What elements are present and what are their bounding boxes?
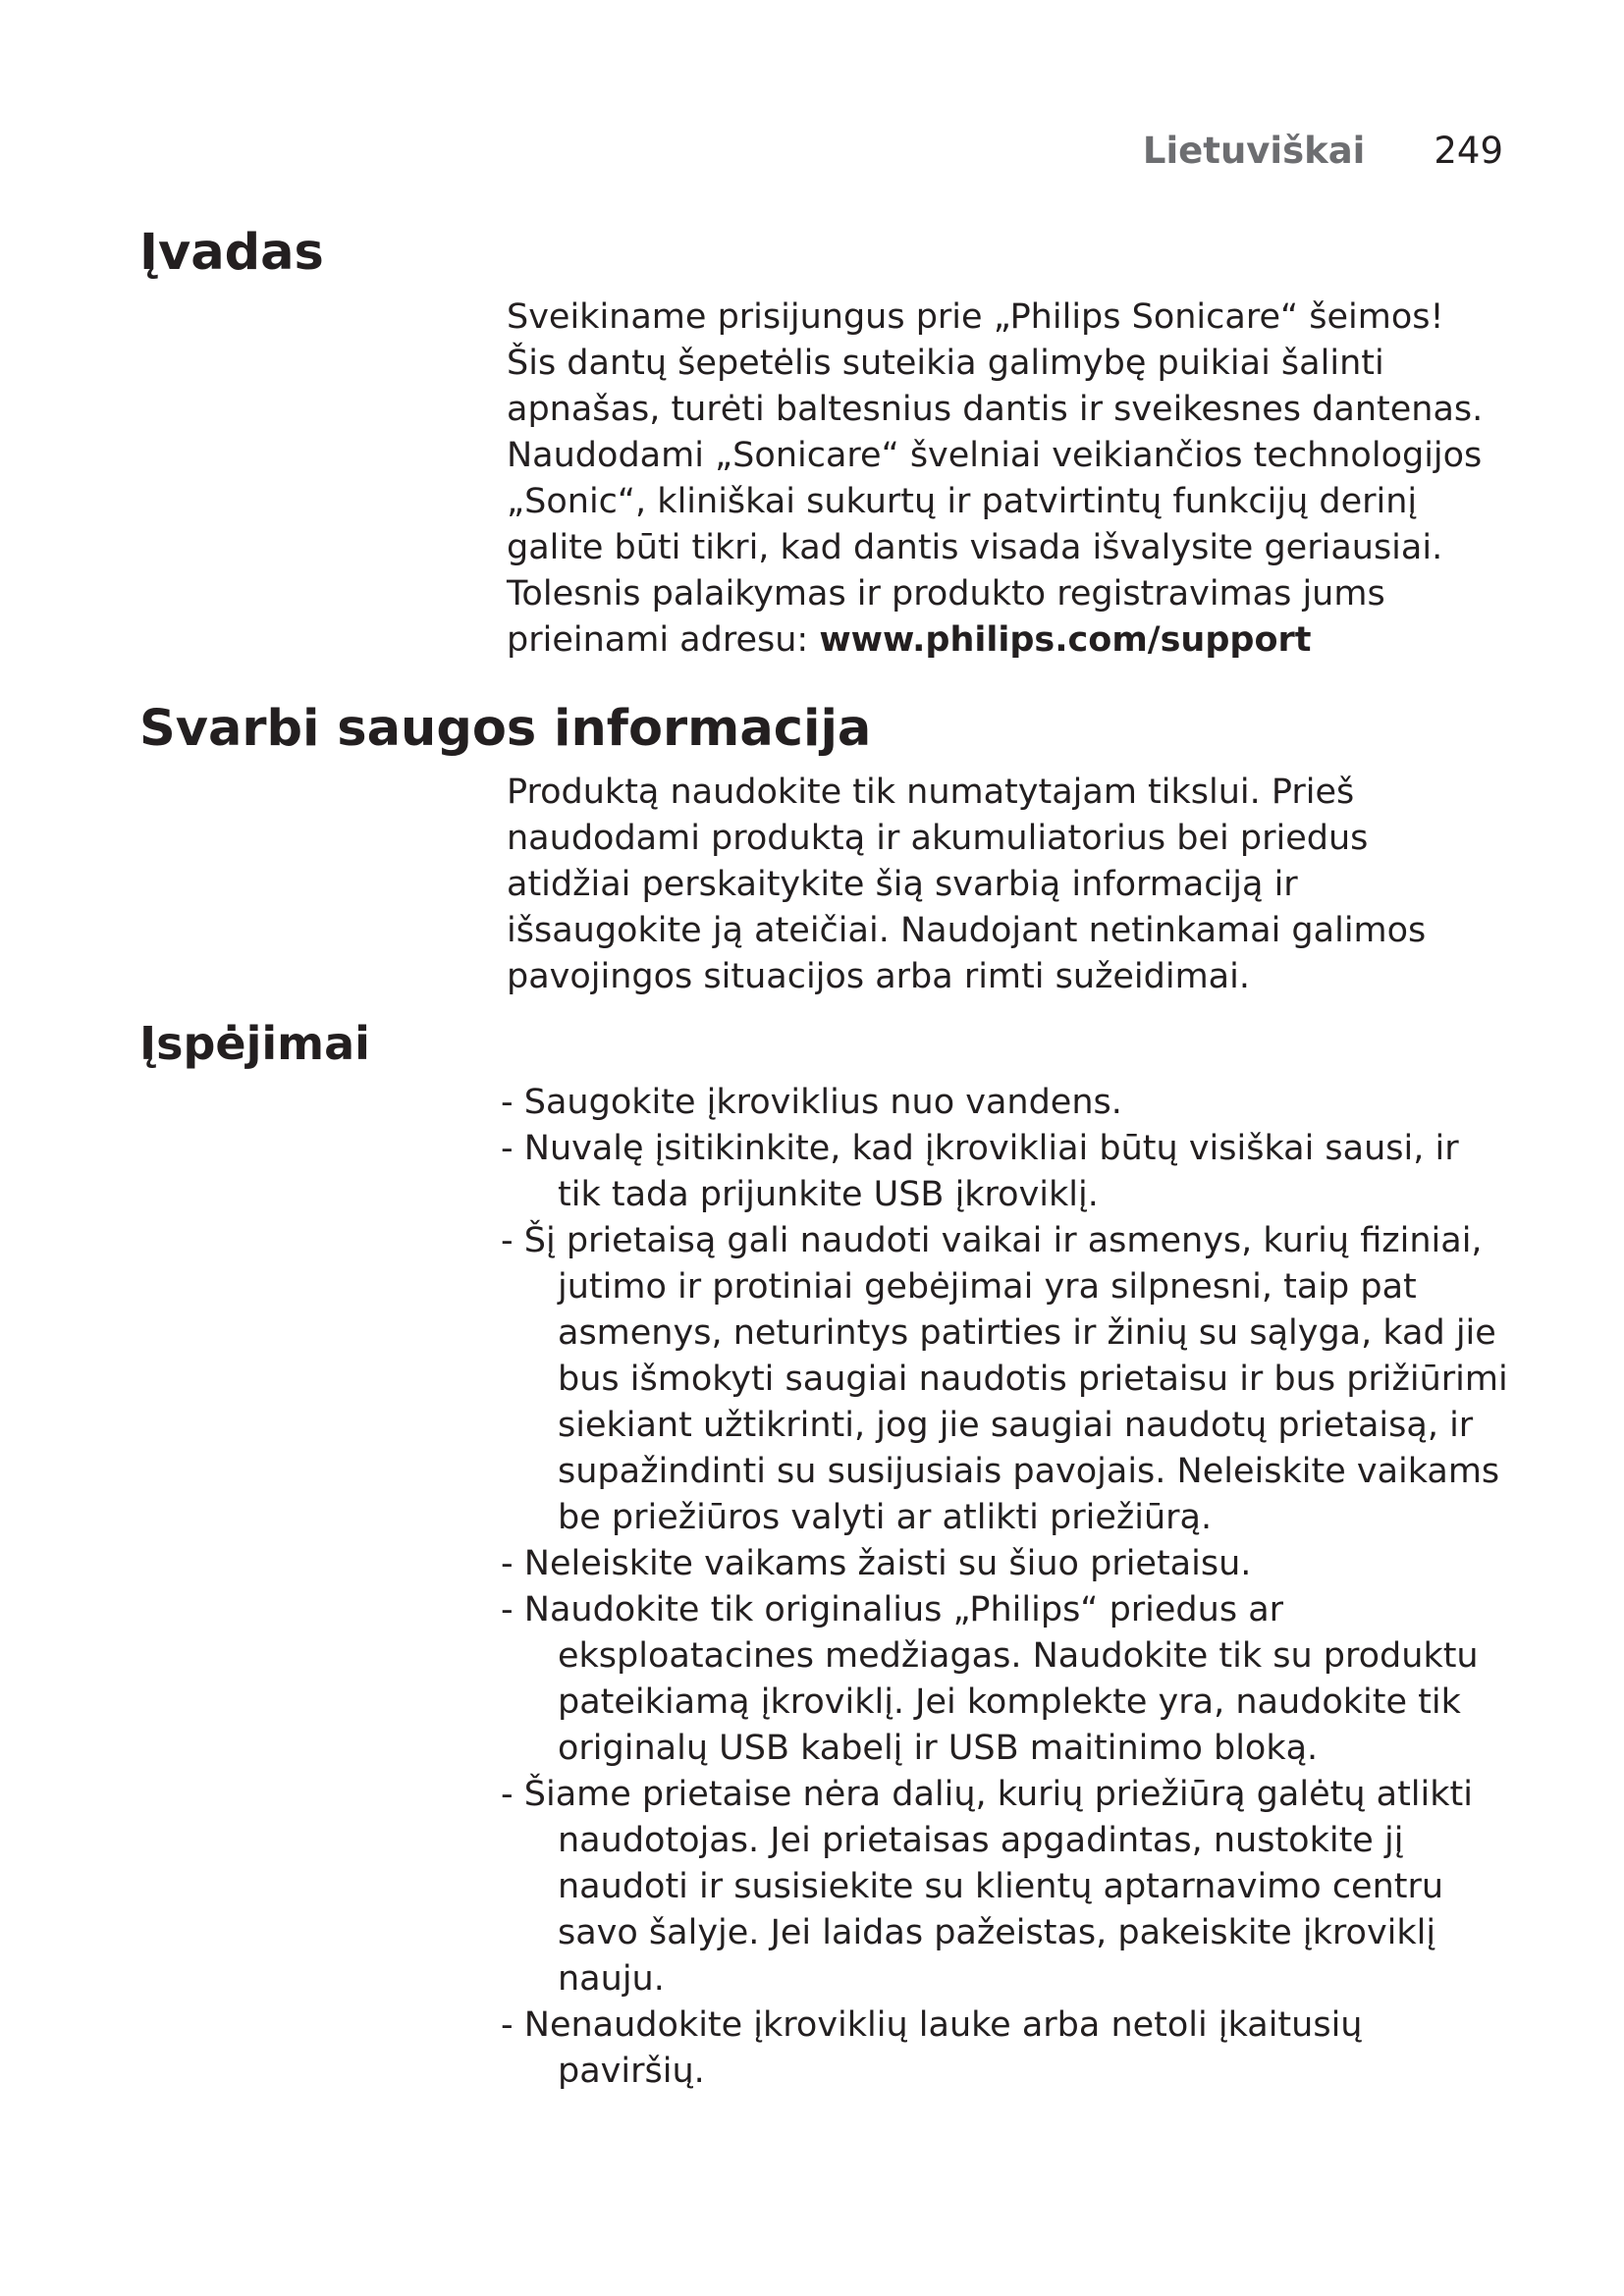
support-url: www.philips.com/support bbox=[819, 620, 1312, 660]
warning-item-4: - Neleiskite vaikams žaisti su šiuo prietaisu. bbox=[501, 1541, 1512, 1587]
warning-item-7: - Nenaudokite įkroviklių lauke arba netoli įkaitusių paviršių. bbox=[501, 2002, 1512, 2095]
intro-text: Sveikiname prisijungus prie „Philips Sonicare“ šeimos! Šis dantų šepetėlis suteikia galimybę puikiai šalinti apnašas, turėti baltesnius dantis ir sveikesnes dantenas. Naudodami „Sonicare“ švelniai veikiančios technologijos „Sonic“, kliniškai sukurtų ir patvirtintų funkcijų derinį galite būti tikri, kad dantis visada išvalysite geriausiai. Tolesnis palaikymas ir produkto registravimas jums prieinami adresu: bbox=[507, 297, 1484, 660]
header-language: Lietuviškai bbox=[1142, 130, 1366, 172]
intro-heading: Įvadas bbox=[139, 224, 324, 282]
warnings-heading: Įspėjimai bbox=[139, 1017, 370, 1070]
warning-item-5: - Naudokite tik originalius „Philips“ priedus ar eksploatacines medžiagas. Naudokite tik su produktu pateikiamą įkroviklį. Jei komplekte yra, naudokite tik originalų USB kabelį ir USB maitinimo bloką. bbox=[501, 1587, 1512, 1772]
safety-paragraph: Produktą naudokite tik numatytajam tikslui. Prieš naudodami produktą ir akumuliatorius bei priedus atidžiai perskaitykite šią svarbią informaciją ir išsaugokite ją ateičiai. Naudojant netinkamai galimos pavojingos situacijos arba rimti sužeidimai. bbox=[507, 773, 1427, 996]
page-header bbox=[1143, 130, 1503, 172]
warning-item-6: - Šiame prietaise nėra dalių, kurių priežiūrą galėtų atlikti naudotojas. Jei prietaisas apgadintas, nustokite jį naudoti ir susisiekite su klientų aptarnavimo centru savo šalyje. Jei laidas pažeistas, pakeiskite įkroviklį nauju. bbox=[501, 1772, 1512, 2002]
page-number: 249 bbox=[1434, 130, 1503, 172]
warnings-list bbox=[501, 1080, 1512, 2095]
warning-item-3: - Šį prietaisą gali naudoti vaikai ir asmenys, kurių fiziniai, jutimo ir protiniai gebėjimai yra silpnesni, taip pat asmenys, neturintys patirties ir žinių su sąlyga, kad jie bus išmokyti saugiai naudotis prietaisu ir bus prižiūrimi siekiant užtikrinti, jog jie saugiai naudotų prietaisą, ir supažindinti su susijusiais pavojais. Neleiskite vaikams be priežiūros valyti ar atlikti priežiūrą. bbox=[501, 1218, 1512, 1541]
intro-paragraph bbox=[507, 294, 1498, 664]
warning-item-1: - Saugokite įkroviklius nuo vandens. bbox=[501, 1080, 1512, 1126]
warning-item-2: - Nuvalę įsitikinkite, kad įkrovikliai būtų visiškai sausi, ir tik tada prijunkite USB įkroviklį. bbox=[501, 1126, 1512, 1218]
safety-heading: Svarbi saugos informacija bbox=[139, 700, 872, 758]
